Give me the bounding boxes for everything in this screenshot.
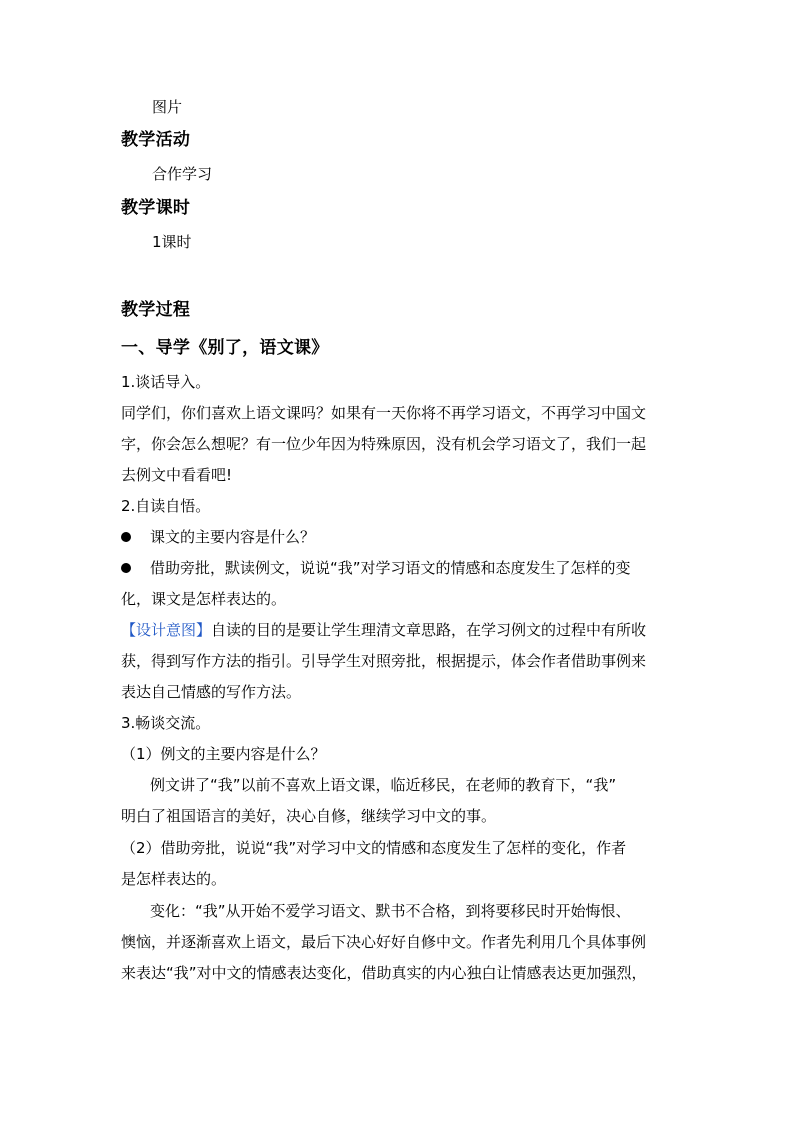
bullet-icon	[121, 563, 131, 573]
design-intent-line-3: 表达自己情感的写作方法。	[121, 683, 302, 701]
teaching-activity-text: 合作学习	[152, 165, 213, 183]
heading-teaching-hours: 教学课时	[121, 198, 191, 218]
step3-answer-1-line-2: 明白了祖国语言的美好，决心自修，继续学习中文的事。	[121, 807, 497, 825]
step3-answer-1-line-1: 例文讲了“我”以前不喜欢上语文课，临近移民，在老师的教育下，“我”	[150, 776, 617, 794]
step1-line-3: 去例文中看看吧!	[121, 466, 233, 484]
step2-bullet-1-line-1: 课文的主要内容是什么？	[150, 528, 316, 546]
step3-answer-2-line-2: 懊恼，并逐渐喜欢上语文，最后下决心好好自修中文。作者先利用几个具体事例	[121, 933, 647, 951]
step1-line-2: 字，你会怎么想呢？有一位少年因为特殊原因，没有机会学习语文了，我们一起	[121, 435, 647, 453]
step3-answer-2-line-1: 变化：“我”从开始不爱学习语文、默书不合格，到将要移民时开始悔恨、	[150, 902, 631, 920]
step3-question-2-line-1: （2）借助旁批，说说“我”对学习中文的情感和态度发生了怎样的变化，作者	[121, 839, 627, 857]
teaching-hours-text: 1课时	[152, 233, 192, 251]
step1-title: 1.谈话导入。	[121, 373, 211, 391]
design-intent-line-2: 获，得到写作方法的指引。引导学生对照旁批，根据提示，体会作者借助事例来	[121, 652, 647, 670]
step1-line-1: 同学们，你们喜欢上语文课吗？如果有一天你将不再学习语文，不再学习中国文	[121, 404, 647, 422]
design-intent-line-1	[121, 620, 646, 640]
heading-teaching-process: 教学过程	[121, 300, 191, 320]
section-subtitle: 一、导学《别了，语文课》	[121, 338, 329, 358]
step2-bullet-2-line-2: 化，课文是怎样表达的。	[121, 590, 287, 608]
heading-teaching-activity: 教学活动	[121, 130, 191, 150]
intro-item: 图片	[152, 98, 183, 116]
design-intent-text: 自读的目的是要让学生理清文章思路，在学习例文的过程中有所收	[211, 621, 647, 639]
step3-title: 3.畅谈交流。	[121, 714, 211, 732]
step3-question-1: （1）例文的主要内容是什么？	[121, 745, 326, 763]
step2-title: 2.自读自悟。	[121, 497, 211, 515]
bullet-icon	[121, 532, 131, 542]
step3-answer-2-line-3: 来表达“我”对中文的情感表达变化，借助真实的内心独白让情感表达更加强烈，	[121, 964, 647, 982]
step3-question-2-line-2: 是怎样表达的。	[121, 870, 227, 888]
design-intent-tag: 【设计意图】	[121, 621, 212, 639]
step2-bullet-2-line-1: 借助旁批，默读例文，说说“我”对学习语文的情感和态度发生了怎样的变	[150, 559, 631, 577]
